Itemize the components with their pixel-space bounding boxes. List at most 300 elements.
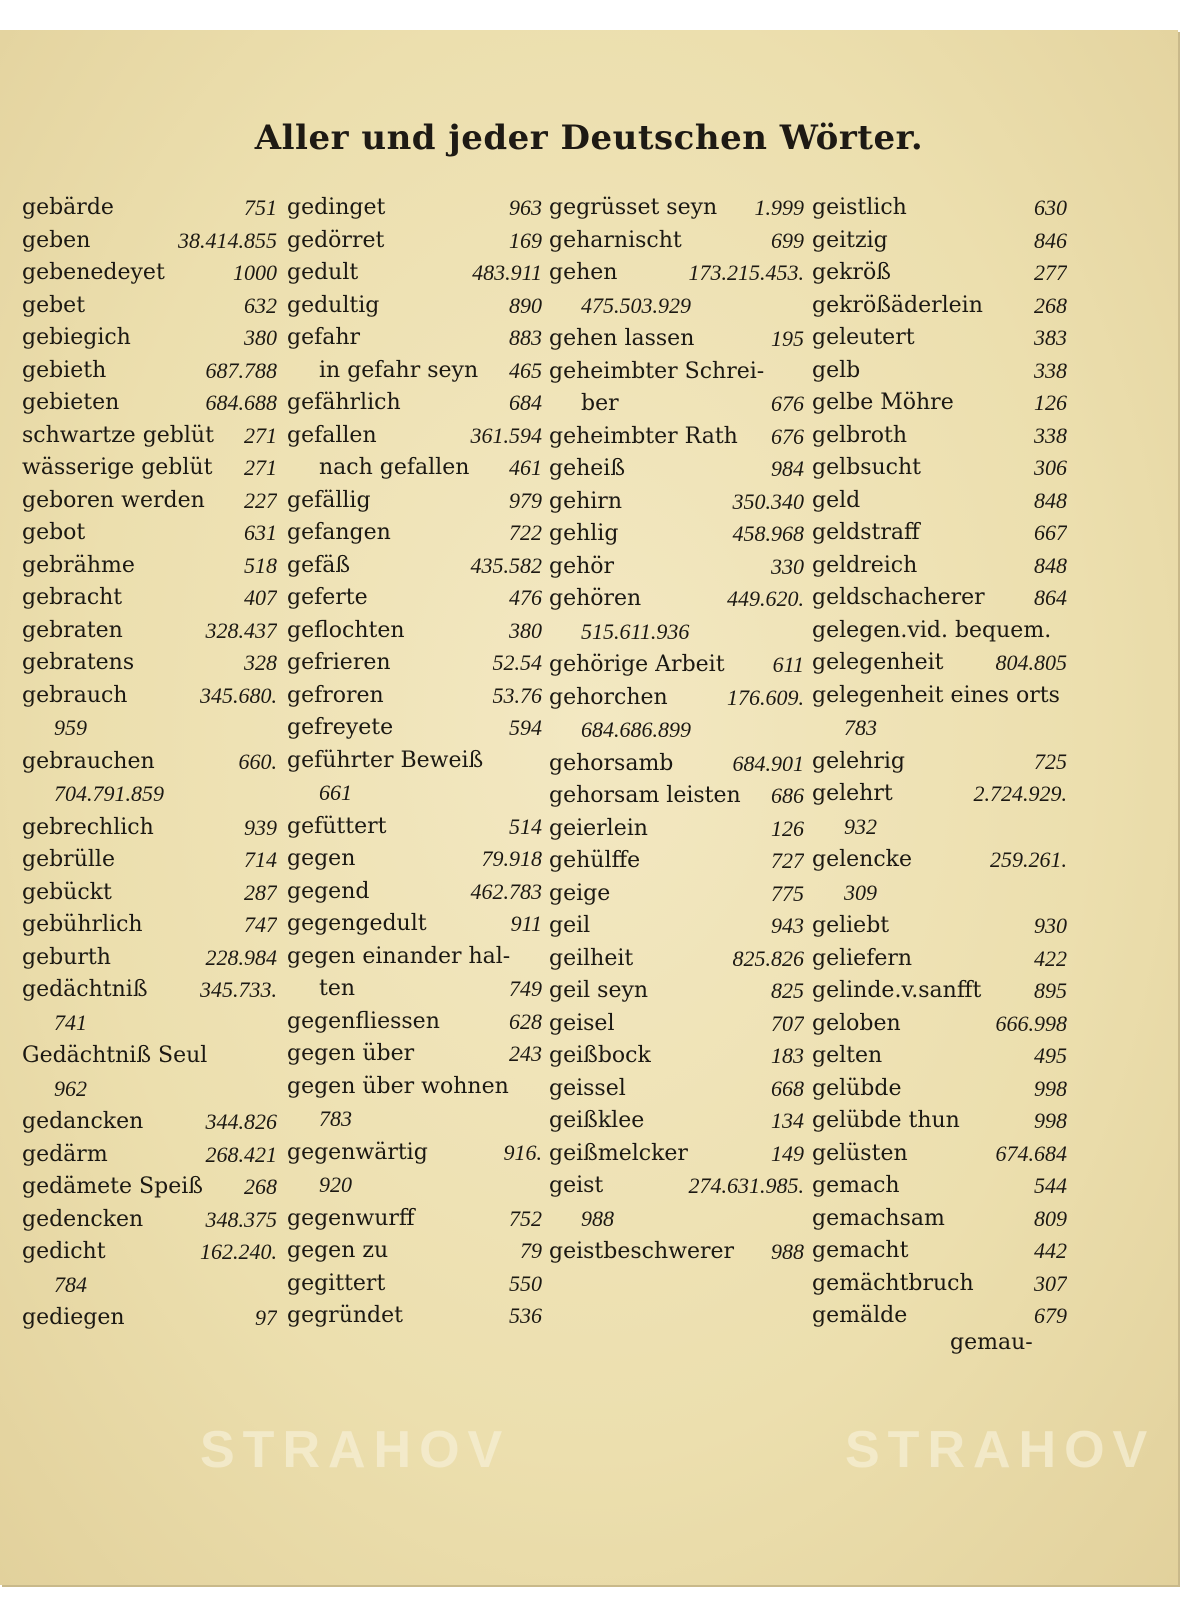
index-entry	[287, 1071, 542, 1104]
entry-term: geharnischt	[549, 227, 682, 253]
entry-term: gelbe Möhre	[812, 390, 954, 415]
index-entry	[287, 680, 542, 713]
index-entry	[812, 550, 1067, 583]
entry-pages: 307	[1034, 1270, 1067, 1296]
index-entry	[549, 1170, 804, 1203]
index-entry	[812, 582, 1067, 615]
entry-pages: 536	[509, 1303, 542, 1328]
index-entry	[22, 582, 277, 615]
entry-pages: 348.375	[205, 1206, 277, 1232]
entry-pages: 988	[771, 1239, 804, 1264]
index-entry	[22, 877, 277, 910]
index-entry	[22, 355, 277, 388]
book-page	[0, 30, 1178, 1585]
entry-term: gemächtbruch	[812, 1270, 974, 1296]
entry-pages: 442	[1034, 1238, 1067, 1263]
entry-term: gefahr	[287, 325, 361, 350]
index-entry	[812, 1073, 1067, 1106]
index-entry	[22, 942, 277, 975]
index-entry	[549, 486, 804, 519]
entry-term: gemachsam	[812, 1205, 945, 1231]
index-entry	[549, 1203, 804, 1237]
entry-pages: 345.680.	[200, 682, 277, 708]
entry-pages: 848	[1034, 552, 1067, 578]
entry-pages: 890	[509, 292, 542, 318]
index-entry	[812, 452, 1067, 485]
index-entry	[22, 615, 277, 648]
index-entry	[22, 647, 277, 680]
entry-pages: 126	[771, 815, 804, 841]
entry-term: gebraten	[22, 617, 123, 643]
entry-pages: 784	[54, 1271, 87, 1297]
entry-pages: 962	[54, 1075, 87, 1101]
index-entry	[287, 712, 542, 745]
entry-pages: 749	[509, 976, 542, 1001]
entry-pages: 271	[244, 455, 277, 480]
entry-term: gehen	[549, 260, 618, 285]
entry-pages: 809	[1034, 1205, 1067, 1231]
index-entry	[287, 420, 542, 453]
index-entry	[549, 518, 804, 551]
entry-term: geflochten	[287, 617, 405, 643]
entry-pages: 725	[1034, 748, 1067, 774]
entry-term: gebrauch	[22, 682, 128, 708]
entry-term: gelübde thun	[812, 1108, 960, 1133]
entry-pages: 666.998	[995, 1010, 1067, 1036]
entry-pages: 684.688	[205, 390, 277, 415]
entry-pages: 361.594	[470, 422, 542, 448]
entry-term: gegründet	[287, 1303, 403, 1328]
entry-pages: 306	[1034, 455, 1067, 480]
index-entry	[812, 485, 1067, 518]
entry-pages: 727	[771, 848, 804, 873]
entry-pages: 52.54	[492, 650, 542, 675]
index-entry	[549, 748, 804, 781]
entry-pages: 959	[54, 715, 87, 740]
entry-pages: 227	[244, 487, 277, 513]
entry-pages: 804.805	[995, 650, 1067, 675]
entry-pages: 783	[844, 715, 877, 740]
entry-pages: 741	[54, 1009, 87, 1035]
index-entry	[22, 485, 277, 518]
index-entry	[812, 387, 1067, 420]
index-entry	[549, 943, 804, 976]
index-entry	[22, 387, 277, 420]
index-entry	[22, 1269, 277, 1303]
entry-term: geboren werden	[22, 487, 205, 513]
entry-pages: 287	[244, 879, 277, 905]
entry-term: gekröß	[812, 260, 891, 285]
entry-term: gedencken	[22, 1206, 144, 1232]
entry-term: gebieth	[22, 357, 107, 383]
entry-term: gebärde	[22, 195, 114, 220]
index-entry	[812, 1040, 1067, 1073]
entry-pages: 943	[771, 913, 804, 938]
index-entry	[22, 1007, 277, 1041]
entry-term: geistlich	[812, 195, 907, 220]
entry-term: gehören	[549, 586, 642, 611]
index-entry	[22, 844, 277, 877]
entry-term: gedämete Speiß	[22, 1174, 203, 1199]
entry-pages: 722	[509, 520, 542, 545]
index-entry	[22, 192, 277, 225]
index-entry	[812, 1235, 1067, 1268]
entry-pages: 1.999	[754, 195, 804, 220]
entry-term: geheiß	[549, 456, 626, 481]
index-entry	[287, 843, 542, 876]
entry-term: gebet	[22, 292, 86, 318]
entry-pages: 169	[509, 227, 542, 253]
entry-pages: 383	[1034, 325, 1067, 350]
entry-pages: 338	[1034, 357, 1067, 383]
index-entry	[287, 582, 542, 615]
entry-term: gedächtniß	[22, 977, 148, 1002]
index-entry	[549, 421, 804, 454]
entry-pages: 544	[1034, 1173, 1067, 1198]
entry-pages: 162.240.	[200, 1239, 277, 1264]
index-entry	[812, 1170, 1067, 1203]
entry-term: gekrößäderlein	[812, 292, 983, 318]
entry-pages: 848	[1034, 487, 1067, 513]
entry-pages: 483.911	[472, 260, 542, 285]
index-entry	[287, 745, 542, 778]
entry-term: gemälde	[812, 1303, 908, 1328]
index-entry	[812, 1300, 1067, 1333]
entry-term: gegenwurff	[287, 1205, 415, 1231]
entry-term: gehlig	[549, 521, 619, 546]
entry-pages: 309	[844, 879, 877, 905]
entry-pages: 149	[771, 1140, 804, 1166]
index-entry	[287, 485, 542, 518]
index-entry	[22, 1236, 277, 1269]
entry-pages: 126	[1034, 390, 1067, 415]
entry-term: gefällig	[287, 487, 371, 513]
entry-term: gehen lassen	[549, 326, 695, 351]
entry-pages: 435.582	[470, 552, 542, 578]
entry-pages: 668	[771, 1075, 804, 1101]
entry-pages: 594	[509, 715, 542, 740]
entry-term: geldschacherer	[812, 585, 985, 610]
entry-pages: 676	[771, 423, 804, 449]
entry-pages: 475.503.929	[581, 292, 691, 318]
entry-term: gediegen	[22, 1305, 125, 1330]
entry-pages: 783	[319, 1106, 352, 1131]
index-entry	[812, 1138, 1067, 1171]
entry-pages: 628	[509, 1008, 542, 1034]
entry-term: geheimbter Rath	[549, 423, 738, 449]
index-entry	[812, 647, 1067, 680]
index-entry	[812, 811, 1067, 845]
entry-pages: 268	[244, 1174, 277, 1199]
entry-pages: 684	[509, 390, 542, 415]
index-entry	[549, 1008, 804, 1041]
index-columns	[22, 192, 1082, 1352]
entry-term: gehorchen	[549, 684, 668, 710]
entry-pages: 97	[255, 1305, 277, 1330]
entry-pages: 268	[1034, 292, 1067, 318]
entry-pages: 825.826	[732, 945, 804, 971]
index-entry	[287, 973, 542, 1006]
index-entry	[287, 257, 542, 290]
index-entry	[549, 388, 804, 421]
entry-pages: 330	[771, 553, 804, 579]
index-entry	[549, 192, 804, 225]
index-entry	[287, 355, 542, 388]
entry-term: gelübde	[812, 1075, 902, 1101]
entry-term: gelencke	[812, 847, 912, 872]
index-entry	[549, 910, 804, 943]
index-entry	[549, 1138, 804, 1171]
entry-term: geführter Beweiß	[287, 747, 484, 773]
catchword: gemau-	[950, 1330, 1033, 1355]
entry-term: gedärm	[22, 1141, 108, 1167]
index-entry	[549, 290, 804, 324]
index-entry	[287, 908, 542, 941]
entry-pages: 79	[520, 1238, 542, 1263]
entry-term: gelegenheit	[812, 650, 944, 675]
entry-term: gebührlich	[22, 912, 143, 937]
index-entry	[812, 778, 1067, 811]
index-entry	[812, 680, 1067, 713]
entry-term: gelinde.v.sanfft	[812, 978, 982, 1003]
index-entry	[22, 517, 277, 550]
index-entry	[22, 1040, 277, 1073]
entry-term: gedörret	[287, 227, 385, 253]
entry-pages: 173.215.453.	[688, 260, 804, 285]
entry-term: gebrechlich	[22, 814, 154, 840]
entry-pages: 195	[771, 326, 804, 351]
entry-pages: 228.984	[205, 944, 277, 970]
entry-term: gegen einander hal-	[287, 943, 511, 969]
entry-pages: 271	[244, 422, 277, 448]
column-1	[22, 192, 277, 1335]
entry-pages: 846	[1034, 227, 1067, 253]
index-entry	[549, 616, 804, 650]
index-entry	[549, 583, 804, 616]
entry-pages: 422	[1034, 945, 1067, 971]
entry-term: geissel	[549, 1075, 626, 1101]
entry-pages: 380	[509, 617, 542, 643]
entry-term: gelegenheit eines orts	[812, 682, 1060, 708]
entry-pages: 631	[244, 520, 277, 545]
index-entry	[287, 452, 542, 485]
index-entry	[812, 1203, 1067, 1236]
index-entry	[22, 322, 277, 355]
index-entry	[287, 1103, 542, 1137]
index-entry	[812, 943, 1067, 976]
index-entry	[549, 845, 804, 878]
entry-term: gehorsamb	[549, 750, 674, 776]
entry-term: gefrieren	[287, 650, 391, 675]
index-entry	[812, 746, 1067, 779]
entry-term: geilheit	[549, 945, 634, 971]
entry-pages: 988	[581, 1205, 614, 1231]
index-entry	[549, 225, 804, 258]
entry-pages: 449.620.	[727, 586, 804, 611]
entry-term: geitzig	[812, 227, 888, 253]
entry-pages: 328	[244, 650, 277, 675]
entry-pages: 775	[771, 880, 804, 906]
index-entry	[287, 1300, 542, 1333]
entry-pages: 674.684	[995, 1140, 1067, 1166]
entry-term: gebrülle	[22, 847, 115, 872]
index-entry	[549, 1105, 804, 1138]
entry-term: gehorsam leisten	[549, 783, 741, 808]
entry-term: gefüttert	[287, 813, 387, 839]
entry-pages: 458.968	[732, 521, 804, 546]
index-entry	[812, 517, 1067, 550]
entry-term: geige	[549, 880, 611, 906]
entry-term: gebrähme	[22, 552, 135, 578]
index-entry	[549, 813, 804, 846]
entry-term: geheimbter Schrei-	[549, 358, 765, 384]
entry-pages: 465	[509, 357, 542, 383]
index-entry	[22, 778, 277, 812]
entry-term: geldstraff	[812, 520, 920, 545]
index-entry	[22, 812, 277, 845]
index-entry	[812, 615, 1067, 648]
entry-pages: 661	[319, 780, 352, 805]
entry-pages: 350.340	[732, 488, 804, 514]
entry-pages: 274.631.985.	[688, 1173, 804, 1198]
entry-pages: 930	[1034, 913, 1067, 938]
entry-pages: 259.261.	[990, 847, 1067, 872]
entry-pages: 277	[1034, 260, 1067, 285]
index-entry	[22, 550, 277, 583]
index-entry	[287, 322, 542, 355]
index-entry	[287, 777, 542, 811]
entry-term: gefäß	[287, 552, 351, 578]
entry-pages: 676	[771, 391, 804, 416]
entry-pages: 883	[509, 325, 542, 350]
entry-term: gebratens	[22, 650, 135, 675]
entry-pages: 344.826	[205, 1109, 277, 1134]
entry-term: gebot	[22, 520, 86, 545]
index-entry	[549, 649, 804, 682]
index-entry	[812, 290, 1067, 323]
index-entry	[287, 615, 542, 648]
entry-pages: 998	[1034, 1108, 1067, 1133]
entry-pages: 38.414.855	[178, 227, 277, 253]
entry-term: gefangen	[287, 520, 391, 545]
index-entry	[287, 876, 542, 909]
entry-term: gedultig	[287, 292, 380, 318]
entry-pages: 699	[771, 227, 804, 253]
entry-term: gefroren	[287, 682, 384, 708]
entry-term: gedult	[287, 260, 359, 285]
entry-pages: 686	[771, 783, 804, 808]
entry-pages: 825	[771, 978, 804, 1003]
entry-pages: 979	[509, 487, 542, 513]
entry-pages: 704.791.859	[54, 781, 164, 806]
entry-term: gegen über	[287, 1041, 415, 1066]
index-entry	[812, 910, 1067, 943]
column-2	[287, 192, 542, 1333]
entry-term: nach gefallen	[319, 455, 470, 480]
entry-pages: 630	[1034, 195, 1067, 220]
index-entry	[549, 1073, 804, 1106]
column-3	[549, 192, 804, 1269]
index-entry	[549, 356, 804, 389]
entry-term: geldreich	[812, 552, 918, 578]
entry-pages: 183	[771, 1043, 804, 1068]
entry-term: gegrüsset seyn	[549, 195, 718, 220]
entry-pages: 328.437	[205, 617, 277, 643]
entry-term: geliefern	[812, 945, 913, 971]
entry-pages: 747	[244, 912, 277, 937]
entry-term: gedinget	[287, 195, 386, 220]
entry-term: gegenwärtig	[287, 1139, 428, 1165]
entry-term: geleutert	[812, 325, 915, 350]
entry-term: in gefahr seyn	[319, 357, 479, 383]
entry-term: gelbsucht	[812, 455, 922, 480]
entry-term: gehirn	[549, 488, 622, 514]
entry-pages: 932	[844, 813, 877, 839]
entry-term: gehör	[549, 553, 615, 579]
index-entry	[549, 1040, 804, 1073]
entry-term: gehülffe	[549, 848, 641, 873]
entry-term: gefreyete	[287, 715, 394, 740]
entry-pages: 939	[244, 814, 277, 840]
index-entry	[22, 420, 277, 453]
entry-pages: 134	[771, 1108, 804, 1133]
entry-term: geil	[549, 913, 591, 938]
entry-pages: 380	[244, 325, 277, 350]
index-entry	[549, 551, 804, 584]
entry-term: gelüsten	[812, 1140, 908, 1166]
index-entry	[22, 909, 277, 942]
entry-pages: 476	[509, 585, 542, 610]
entry-term: geil seyn	[549, 978, 649, 1003]
entry-term: geist	[549, 1173, 604, 1198]
entry-pages: 176.609.	[727, 684, 804, 710]
index-entry	[22, 1204, 277, 1237]
entry-pages: 751	[244, 195, 277, 220]
index-entry	[22, 1073, 277, 1107]
entry-term: gebracht	[22, 585, 123, 610]
entry-pages: 79.918	[481, 846, 542, 871]
index-entry	[22, 290, 277, 323]
index-entry	[549, 257, 804, 290]
index-entry	[812, 1105, 1067, 1138]
entry-term: geierlein	[549, 815, 648, 841]
index-entry	[812, 257, 1067, 290]
entry-pages: 998	[1034, 1075, 1067, 1101]
index-entry	[812, 1008, 1067, 1041]
index-entry	[812, 712, 1067, 746]
entry-pages: 895	[1034, 978, 1067, 1003]
index-entry	[22, 746, 277, 779]
index-entry	[287, 1169, 542, 1203]
index-entry	[812, 877, 1067, 911]
index-entry	[812, 355, 1067, 388]
entry-term: geben	[22, 227, 91, 253]
entry-pages: 268.421	[205, 1141, 277, 1167]
index-entry	[812, 225, 1067, 258]
entry-term: gegengedult	[287, 911, 427, 936]
entry-term: geistbeschwerer	[549, 1239, 735, 1264]
index-entry	[22, 452, 277, 485]
entry-pages: 2.724.929.	[973, 781, 1067, 806]
index-entry	[287, 1235, 542, 1268]
index-entry	[22, 1171, 277, 1204]
entry-term: gelegen.vid. bequem.	[812, 617, 1052, 643]
entry-pages: 515.611.936	[581, 618, 690, 644]
entry-pages: 707	[771, 1010, 804, 1036]
entry-term: geld	[812, 487, 861, 513]
entry-term: gebrauchen	[22, 748, 155, 774]
index-entry	[287, 550, 542, 583]
